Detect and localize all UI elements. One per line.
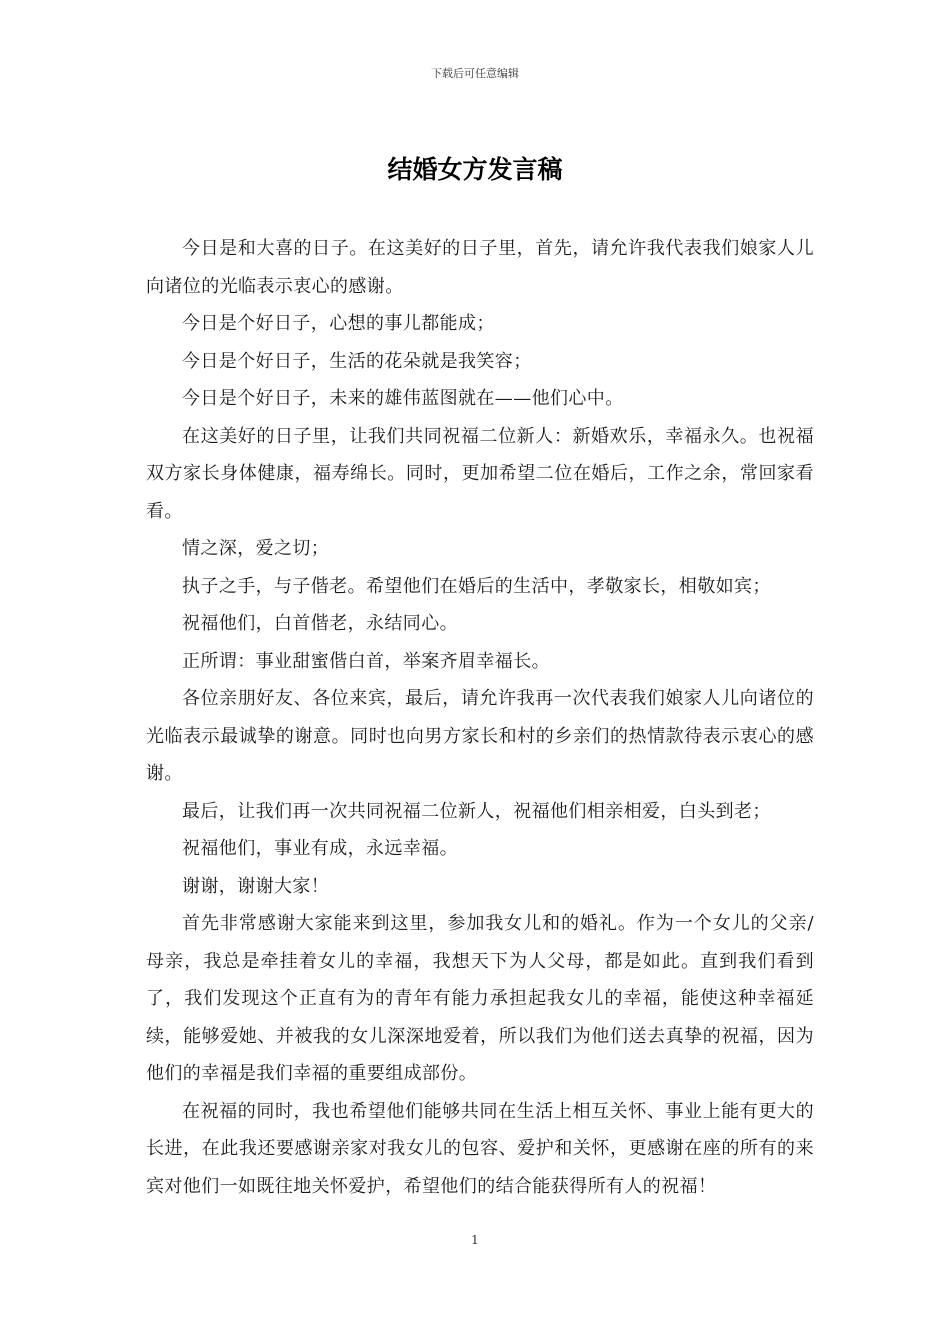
page-number: 1 bbox=[471, 1233, 479, 1247]
paragraph: 今日是个好日子，未来的雄伟蓝图就在——他们心中。 bbox=[182, 388, 624, 409]
paragraph: 谢谢，谢谢大家！ bbox=[182, 875, 330, 897]
header-note: 下载后可任意编辑 bbox=[431, 67, 519, 80]
paragraph: 在这美好的日子里，让我们共同祝福二位新人：新婚欢乐，幸福永久。也祝福双方家长身体健康，福寿绵长。同时，更加希望二位在婚后，工作之余，常回家看看。 bbox=[146, 425, 814, 522]
paragraph: 今日是和大喜的日子。在这美好的日子里，首先，请允许我代表我们娘家人儿向诸位的光临表示衷心的感谢。 bbox=[146, 238, 814, 297]
paragraph: 祝福他们，事业有成，永远幸福。 bbox=[182, 838, 458, 859]
paragraph: 执子之手，与子偕老。希望他们在婚后的生活中，孝敬家长，相敬如宾； bbox=[182, 575, 771, 597]
paragraph: 在祝福的同时，我也希望他们能够共同在生活上相互关怀、事业上能有更大的长进，在此我还要感谢亲家对我女儿的包容、爱护和关怀，更感谢在座的所有的来宾对他们一如既往地关怀爱护，希望他们的结合能获得所有人的祝福！ bbox=[146, 1100, 814, 1197]
paragraph: 首先非常感谢大家能来到这里，参加我女儿和的婚礼。作为一个女儿的父亲/母亲，我总是牵挂着女儿的幸福，我想天下为人父母，都是如此。直到我们看到了，我们发现这个正直有为的青年有能力承担起我女儿的幸福，能使这种幸福延续，能够爱她、并被我的女儿深深地爱着，所以我们为他们送去真挚的祝福，因为他们的幸福是我们幸福的重要组成部份。 bbox=[146, 913, 814, 1084]
document-body bbox=[146, 230, 814, 1205]
paragraph: 祝福他们，白首偕老，永结同心。 bbox=[182, 613, 458, 634]
paragraph: 情之深，爱之切； bbox=[182, 538, 330, 559]
paragraph: 今日是个好日子，心想的事儿都能成； bbox=[182, 313, 495, 334]
paragraph: 正所谓：事业甜蜜偕白首，举案齐眉幸福长。 bbox=[182, 650, 550, 672]
paragraph: 各位亲朋好友、各位来宾，最后，请允许我再一次代表我们娘家人儿向诸位的光临表示最诚挚的谢意。同时也向男方家长和村的乡亲们的热情款待表示衷心的感谢。 bbox=[146, 688, 814, 784]
paragraph: 最后，让我们再一次共同祝福二位新人，祝福他们相亲相爱，白头到老； bbox=[182, 800, 771, 822]
paragraph: 今日是个好日子，生活的花朵就是我笑容； bbox=[182, 350, 532, 372]
document-title: 结婚女方发言稿 bbox=[387, 155, 563, 184]
